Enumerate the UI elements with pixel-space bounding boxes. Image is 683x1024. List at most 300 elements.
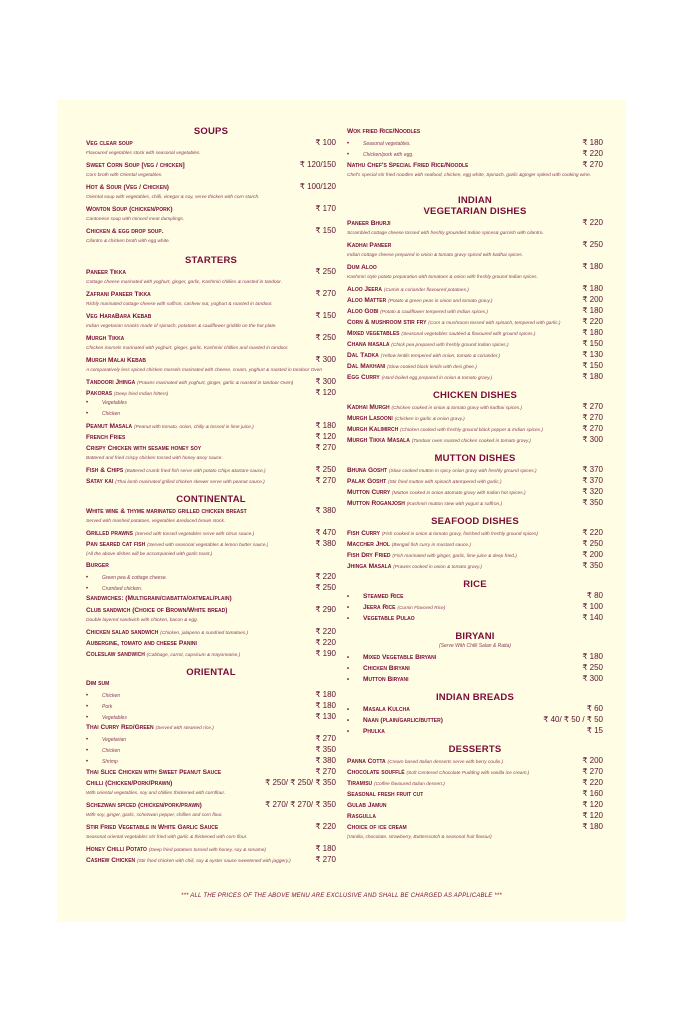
item-inline-description: (Battered crumb fried fish serve with potato Chips &tartare sauce.)	[125, 469, 266, 474]
section-continental	[86, 494, 336, 659]
item-price: ₹ 200	[582, 550, 603, 559]
item-description: Double layered sandwich with chicken, bacon & egg.	[86, 618, 198, 623]
item-name	[347, 126, 420, 137]
item-name	[347, 613, 415, 625]
item-price: ₹ 250	[582, 663, 603, 672]
item-name-text: Murgh Kalimirch	[347, 426, 399, 433]
item-description: Scrambled cottage cheese tossed with freshly grounded Indian spices& garnish with cilantro.	[347, 231, 544, 236]
item-price: ₹ 150	[315, 311, 336, 320]
item-price: ₹ 220	[582, 778, 603, 787]
menu-page	[57, 100, 626, 922]
menu-item	[86, 137, 336, 148]
item-inline-description: (Kashmiri mutton stew with yogurt & saffron.)	[406, 502, 503, 507]
item-price: ₹ 150	[315, 226, 336, 235]
sub-item-label: • Crumbed chicken.	[86, 584, 142, 595]
item-name-text: Pakoras	[86, 390, 113, 397]
item-price: ₹ 120	[582, 811, 603, 820]
item-name	[347, 800, 387, 811]
section-title: BIRYANI	[455, 631, 495, 642]
item-name-text: Cashew Chicken	[86, 857, 136, 864]
menu-item	[347, 612, 603, 623]
menu-item	[86, 799, 336, 810]
item-description: Indian cottage cheese prepared in onion & tomato gravy spiced with kadhai spices.	[347, 253, 523, 258]
item-name-text: Zafrani Paneer Tikka	[86, 291, 151, 298]
menu-item	[347, 294, 603, 305]
price-disclaimer: *** ALL THE PRICES OF THE ABOVE MENU ARE EXCLUSIVE AND SHALL BE CHARGED AS APPLICABLE ***	[181, 893, 502, 899]
sub-item-label: • Vegetables	[86, 398, 127, 409]
menu-item	[86, 678, 336, 689]
item-name-text: Murgh Lasooni	[347, 415, 393, 422]
section-indian-veg	[347, 195, 603, 382]
menu-sub-item	[86, 398, 336, 409]
item-description: Oriental soup with vegetables, chilli, vinegar & soy, serve thicken with corn starch.	[86, 195, 260, 200]
menu-sub-item	[347, 137, 603, 148]
item-name-text: Jeera Rice	[363, 604, 396, 611]
item-name-text: Dal Tadka	[347, 352, 379, 359]
menu-item	[347, 126, 603, 137]
item-inline-description: (Soft Centered Chocolate Pudding with vanilla ice cream.)	[406, 771, 530, 776]
item-name	[347, 435, 531, 447]
item-inline-description: (Stir fried mutton with spinach &tempered with garlic.)	[387, 480, 502, 485]
item-price: ₹ 180	[582, 284, 603, 293]
item-price: ₹ 180	[315, 844, 336, 853]
item-description: Chef's special stir fried noodles with seafood, chicken, egg white, Spinach, garlic &ginger spiked with cooking wine.	[347, 173, 592, 178]
item-description: Flavoured vegetables stock with seasonal vegetables.	[86, 151, 201, 156]
menu-item	[347, 590, 603, 601]
item-inline-description: (Served with tossed vegetables serve with citrus sauce.)	[134, 532, 255, 537]
item-name-text: Schezwan spiced (chicken/pork/prawn)	[86, 802, 202, 809]
item-name-text: Satay kai	[86, 478, 114, 485]
item-description: A comparatively less spiced chicken morsels marinated with cheese, cream, yoghurt & roasted in tandoor Oven	[86, 368, 323, 373]
item-description: Corn broth with Oriental vegetables.	[86, 173, 163, 178]
item-name-text: Wok fried Rice/Noodles	[347, 128, 421, 135]
item-price: ₹ 270	[315, 767, 336, 776]
item-price: ₹ 250	[315, 267, 336, 276]
menu-item	[347, 239, 603, 250]
item-price: ₹ 250	[315, 333, 336, 342]
menu-item	[86, 159, 336, 170]
item-price: ₹ 470	[315, 528, 336, 537]
item-inline-description: (Fish cooked in onion & tomato gravy, finished with freshly ground spices)	[381, 532, 538, 537]
item-inline-description: (Bengali fish curry in mustard sauce.)	[391, 543, 471, 548]
sub-item-label: • Vegetables	[86, 713, 127, 724]
menu-item	[347, 464, 603, 475]
item-name-text: Chana masala	[347, 341, 390, 348]
item-name-text: White wine & thyme marinated grilled chicken breast	[86, 508, 247, 515]
section-starters	[86, 255, 336, 486]
item-price: ₹ 250	[315, 465, 336, 474]
menu-item	[347, 549, 603, 560]
item-price: ₹ 130	[582, 350, 603, 359]
item-name-text: Pan seared cat fish	[86, 541, 146, 548]
menu-item	[86, 464, 336, 475]
menu-item	[347, 766, 603, 777]
item-name-text: Chilli (Chicken/Pork/Prawn)	[86, 780, 173, 787]
item-inline-description: (Fish marinated with ginger, garlic, lime juice & deep fried.)	[392, 554, 517, 559]
section-subtitle: (Serve With Chilli Salan & Raita)	[439, 643, 511, 649]
item-price: ₹ 270	[315, 289, 336, 298]
item-price: ₹ 270/ ₹ 270/ ₹ 350	[265, 800, 336, 809]
section-biryani	[347, 631, 603, 684]
item-price: ₹ 350	[582, 561, 603, 570]
item-price: ₹ 15	[586, 726, 603, 735]
item-name-text: Mutton Roganjosh	[347, 500, 405, 507]
item-price: ₹ 300	[582, 674, 603, 683]
item-name-text: Chocolate soufflé	[347, 769, 405, 776]
item-name-text: Murgh Tikka Masala	[347, 437, 410, 444]
item-name-text: Hot & Sour (Veg / Chicken)	[86, 184, 169, 191]
menu-item	[347, 159, 603, 170]
item-inline-description: (Coffee flavoured Italian dessert.)	[373, 782, 445, 787]
sub-item-label: • Chicken	[86, 746, 120, 757]
item-inline-description: (Cream based Italian desserts serve with berry coulis.)	[387, 760, 504, 765]
item-price: ₹ 200	[582, 756, 603, 765]
menu-item	[86, 648, 336, 659]
item-inline-description: (Mutton cooked in onion &tomato gravy with Indian hot spices.)	[392, 491, 526, 496]
menu-sub-item	[86, 711, 336, 722]
item-price: ₹ 220	[315, 638, 336, 647]
item-inline-description: (Served with steamed rice.)	[155, 726, 214, 731]
section-title: DESSERTS	[448, 744, 502, 755]
item-inline-description: (Chicken, jalapeno & sundried tomatoes.)	[160, 631, 249, 636]
menu-item	[86, 376, 336, 387]
item-name-text: Fish Curry	[347, 530, 380, 537]
item-inline-description: (Yellow lentils tempered with onion, tomato & coriander.)	[380, 354, 501, 359]
menu-item	[347, 486, 603, 497]
menu-sub-item	[86, 689, 336, 700]
sub-item-label: • Chicken	[86, 691, 120, 702]
menu-item	[86, 722, 336, 733]
right-column	[347, 126, 603, 843]
item-name-text: Chicken & egg drop soup.	[86, 228, 164, 235]
item-description: Seasonal oriental vegetables stir fried with garlic & thickened with corn flour.	[86, 835, 248, 840]
item-price: ₹ 220	[315, 572, 336, 581]
item-name-text: Bhuna Gosht	[347, 467, 388, 474]
item-price: ₹ 120	[315, 432, 336, 441]
item-inline-description: (Thai lamb marinated grilled chicken skewer serve with peanut sauce.)	[115, 480, 265, 485]
item-inline-description: (Seasonal vegetables sautéed & flavoured with ground spices.)	[401, 332, 536, 337]
menu-item	[86, 442, 336, 453]
menu-sub-item	[86, 571, 336, 582]
item-price: ₹ 150	[582, 339, 603, 348]
item-price: ₹ 170	[315, 204, 336, 213]
menu-item	[86, 766, 336, 777]
item-price: ₹ 140	[582, 613, 603, 622]
section-title: INDIAN BREADS	[435, 692, 515, 703]
menu-item	[86, 203, 336, 214]
menu-item	[86, 560, 336, 571]
item-description: Indian vegetarian snacks made of spinach, potatoes & cauliflower griddle on the hot plate.	[86, 324, 277, 329]
item-price: ₹ 180	[582, 328, 603, 337]
item-name-text: Nathu Chef's Special Fried Rice/Noodle	[347, 162, 469, 169]
item-price: ₹ 270	[315, 734, 336, 743]
item-inline-description: (Chicken in garlic & onion gravy.)	[394, 417, 465, 422]
item-name-text: Masala Kulcha	[363, 706, 410, 713]
left-column	[86, 126, 336, 865]
sub-item-label: • Green pea & cottage cheese.	[86, 573, 167, 584]
sub-item-label: • Chicken/pork with egg.	[347, 150, 414, 161]
section-title: CHICKEN DISHES	[432, 390, 518, 401]
sub-item-label: • Pork	[86, 702, 112, 713]
item-price: ₹ 380	[315, 756, 336, 765]
item-name	[86, 722, 214, 734]
menu-item	[347, 673, 603, 684]
sub-item-label: • Vegetarian	[86, 735, 126, 746]
item-price: ₹ 370	[582, 476, 603, 485]
item-name-text: Coleslaw sandwich	[86, 651, 145, 658]
item-name	[86, 678, 109, 689]
menu-item	[347, 371, 603, 382]
menu-sub-item	[86, 409, 336, 420]
item-description: Cilantro & chicken broth with egg white.	[86, 239, 170, 244]
menu-item	[86, 181, 336, 192]
item-name-text: Choice of ice cream	[347, 824, 407, 831]
item-price: ₹ 60	[586, 704, 603, 713]
item-name	[86, 432, 125, 443]
item-name-text: Aloo Matter	[347, 297, 387, 304]
item-price: ₹ 220	[582, 317, 603, 326]
menu-item	[347, 305, 603, 316]
menu-item	[86, 332, 336, 343]
item-price: ₹ 320	[582, 487, 603, 496]
item-name	[86, 476, 265, 488]
item-name-text: Aloo Gobi	[347, 308, 379, 315]
item-price: ₹ 250	[582, 240, 603, 249]
item-price: ₹ 350	[582, 498, 603, 507]
section-desserts	[347, 744, 603, 843]
menu-item	[347, 810, 603, 821]
item-name-text: Mixed Vegetable Biryani	[363, 654, 437, 661]
item-price: ₹ 100	[315, 138, 336, 147]
item-price: ₹ 180	[582, 822, 603, 831]
item-inline-description: (Slow cooked black lentils with desi ghee.)	[387, 365, 477, 370]
item-inline-description: (Peanut with tomato, onion, chilly & tossed in lime juice.)	[134, 425, 254, 430]
item-name-text: Sweet Corn Soup [veg / chicken]	[86, 162, 185, 169]
item-name-text: Peanut Masala	[86, 423, 133, 430]
menu-item	[347, 327, 603, 338]
menu-item	[347, 349, 603, 360]
item-inline-description: (Deep fried potatoes tossed with honey, soy & sesame)	[148, 848, 266, 853]
item-name-text: Fish Dry Fried	[347, 552, 391, 559]
section-title: ORIENTAL	[186, 667, 236, 678]
section-title: STARTERS	[184, 255, 238, 266]
item-description: Kashmiri style potato preparation with tomatoes & onion with freshly ground Indian spices.	[347, 275, 538, 280]
item-price: ₹ 220	[582, 528, 603, 537]
menu-item	[86, 821, 336, 832]
item-price: ₹ 120	[582, 800, 603, 809]
menu-item	[347, 651, 603, 662]
menu-sub-item	[86, 755, 336, 766]
item-inline-description: (Slow cooked mutton in spicy onion gravy with freshly ground spices.)	[388, 469, 537, 474]
item-name-text: Naan (plain/garlic/butter)	[363, 717, 443, 724]
item-name-text: Egg Curry	[347, 374, 380, 381]
item-inline-description: (Tandoor oven roasted chicken cooked in tomato gravy.)	[411, 439, 531, 444]
item-description: With soy, ginger, garlic, schezwan pepper, chillies and corn flour.	[86, 813, 223, 818]
menu-item	[347, 799, 603, 810]
item-price: ₹ 290	[315, 605, 336, 614]
menu-item	[86, 354, 336, 365]
menu-item	[347, 601, 603, 612]
item-name-text: Corn & mushroom stir fry	[347, 319, 427, 326]
menu-item	[86, 626, 336, 637]
menu-item	[347, 316, 603, 327]
item-name-text: Veg HaraBara Kebab	[86, 313, 152, 320]
item-price: ₹ 180	[582, 262, 603, 271]
menu-item	[347, 475, 603, 486]
item-price: ₹ 220	[315, 822, 336, 831]
sub-item-label: • Shrimp	[86, 757, 118, 768]
item-inline-description: (Stir fried chicken with chili, soy & oyster sauce sweetened with jaggery.)	[136, 859, 291, 864]
item-price: ₹ 220	[315, 627, 336, 636]
menu-sub-item	[86, 733, 336, 744]
item-description: With oriental vegetables, soy and chillies thickened with cornflour.	[86, 791, 226, 796]
item-name-text: Sandwiches: (Multigrain/ciabatta/oatmeal/plain)	[86, 595, 232, 602]
item-price: ₹ 190	[315, 649, 336, 658]
sub-item-label: • Seasonal vegetables.	[347, 139, 411, 150]
item-price: ₹ 350	[315, 745, 336, 754]
menu-item	[86, 854, 336, 865]
item-inline-description: (Chicken cooked with freshly ground black pepper & Indian spices.)	[400, 428, 544, 433]
item-inline-description: (Deep fried Indian fritters)	[113, 392, 169, 397]
item-name-text: Crispy Chicken with sesame honey soy	[86, 445, 202, 452]
item-name-text: French Fries	[86, 434, 126, 441]
item-price: ₹ 80	[586, 591, 603, 600]
section-title: SOUPS	[193, 126, 229, 137]
item-price: ₹ 250	[315, 583, 336, 592]
item-description: (Vanilla, chocolate, strawberry, Butterscotch & seasonal fruit flavour)	[347, 835, 492, 840]
item-name-text: Burger	[86, 562, 109, 569]
menu-item	[347, 497, 603, 508]
section-title: MUTTON DISHES	[434, 453, 516, 464]
item-name	[86, 767, 221, 778]
item-name-text: Maccher Jhol	[347, 541, 390, 548]
item-name-text: Tandoori Jhinga	[86, 379, 136, 386]
item-inline-description: (Served with seasonal vegetables & lemon butter sauce.)	[147, 543, 269, 548]
item-name-text: Thai Slice Chicken with Sweet Peanut Sauce	[86, 769, 222, 776]
item-price: ₹ 270	[582, 424, 603, 433]
item-inline-description: (Cumin & coriander flavoured potatoes.)	[383, 288, 469, 293]
item-inline-description: (Cumin Flavored Rice)	[397, 606, 446, 611]
item-name-text: Murgh Tikka	[86, 335, 125, 342]
item-price: ₹ 220	[582, 149, 603, 158]
item-price: ₹ 250	[582, 539, 603, 548]
item-name	[347, 789, 423, 800]
item-name	[86, 649, 240, 661]
item-name-text: Vegetable Pulao	[363, 615, 415, 622]
sub-item-label: • Chicken	[86, 409, 120, 420]
item-price: ₹ 120	[315, 388, 336, 397]
item-description: Cottage cheese marinated with yoghurt, ginger, garlic, Kashmiri chillies & roasted in tandoor.	[86, 280, 283, 285]
item-name	[86, 855, 291, 867]
item-name-text: Chicken Biryani	[363, 665, 410, 672]
item-description: Cantonese soup with minced meat dumplings.	[86, 217, 185, 222]
item-price: ₹ 300	[315, 377, 336, 386]
item-name	[347, 674, 409, 686]
menu-item	[347, 714, 603, 725]
item-inline-description: (Chicken cooked in onion & tomato gravy with kadhai spices.)	[391, 406, 523, 411]
item-description: Battered and fried crispy chicken tossed with honey &soy sauce.	[86, 456, 223, 461]
menu-item	[86, 505, 336, 516]
menu-item	[86, 266, 336, 277]
section-seafood	[347, 516, 603, 571]
menu-item	[347, 821, 603, 832]
section-title: VEGETARIAN DISHES	[423, 206, 527, 217]
item-price: ₹ 250/ ₹ 250/ ₹ 350	[265, 778, 336, 787]
item-price: ₹ 180	[582, 138, 603, 147]
item-inline-description: (Prawns marinated with yoghurt, ginger, garlic & roasted in tandoor Oven)	[137, 381, 294, 386]
item-inline-description: (Potato & cauliflower tempered with Indian spices.)	[380, 310, 489, 315]
item-description: (All the above dishes will be accompanied with garlic toast.)	[86, 552, 213, 557]
item-name-text: Aubergine, tomato and cheese Panini	[86, 640, 197, 647]
item-price: ₹ 130	[315, 712, 336, 721]
item-name-text: Phulka	[363, 728, 385, 735]
section-chicken	[347, 390, 603, 445]
item-price: ₹ 270	[315, 855, 336, 864]
item-price: ₹ 180	[315, 701, 336, 710]
menu-item	[347, 703, 603, 714]
item-price: ₹ 380	[315, 539, 336, 548]
menu-item	[347, 338, 603, 349]
menu-item	[347, 283, 603, 294]
section-title: RICE	[463, 579, 487, 590]
menu-item	[86, 225, 336, 236]
menu-item	[86, 777, 336, 788]
item-name	[347, 372, 492, 384]
item-price: ₹ 220	[582, 218, 603, 227]
item-name-text: Mutton Curry	[347, 489, 391, 496]
item-inline-description: (Prawns cooked in onion & tomato gravy.)	[393, 565, 482, 570]
menu-item	[86, 420, 336, 431]
item-name-text: Rasgulla	[347, 813, 376, 820]
item-name-text: Dim sum	[86, 680, 110, 687]
item-price: ₹ 100	[582, 602, 603, 611]
item-name-text: Paneer Bhurji	[347, 220, 391, 227]
item-price: ₹ 270	[582, 160, 603, 169]
menu-item	[86, 604, 336, 615]
item-name-text: Mutton Biryani	[363, 676, 409, 683]
item-inline-description: (Hard-boiled egg prepared in onion & tomato gravy.)	[381, 376, 493, 381]
item-name-text: Wonton Soup (chicken/pork)	[86, 206, 173, 213]
item-name	[347, 561, 482, 573]
item-name	[347, 498, 502, 510]
item-price: ₹ 160	[582, 789, 603, 798]
item-name-text: Murgh Malai Kebab	[86, 357, 146, 364]
menu-item	[347, 560, 603, 571]
item-name	[86, 638, 197, 649]
item-inline-description: (Potato & green peas in onion and tomato gravy.)	[388, 299, 493, 304]
item-price: ₹ 270	[582, 767, 603, 776]
menu-sub-item	[347, 148, 603, 159]
item-name-text: Palak Gosht	[347, 478, 387, 485]
section-title: CONTINENTAL	[176, 494, 246, 505]
item-price: ₹ 180	[582, 652, 603, 661]
menu-item	[86, 310, 336, 321]
item-name-text: Thai Curry Red/Green	[86, 724, 154, 731]
menu-sub-item	[86, 700, 336, 711]
item-name-text: Stir Fried Vegetable in White Garlic Sauce	[86, 824, 219, 831]
section-noodles	[347, 126, 603, 181]
item-name	[347, 726, 385, 738]
section-breads	[347, 692, 603, 736]
item-description: Chicken morsels marinated with yoghurt, ginger, garlic, Kashmiri chillies and roasted in tandoor.	[86, 346, 289, 351]
item-name-text: Aloo Jeera	[347, 286, 382, 293]
item-price: ₹ 270	[582, 402, 603, 411]
item-name-text: Veg clear soup	[86, 140, 133, 147]
menu-item	[347, 423, 603, 434]
item-price: ₹ 300	[582, 435, 603, 444]
item-price: ₹ 300	[315, 355, 336, 364]
item-name	[86, 560, 109, 571]
